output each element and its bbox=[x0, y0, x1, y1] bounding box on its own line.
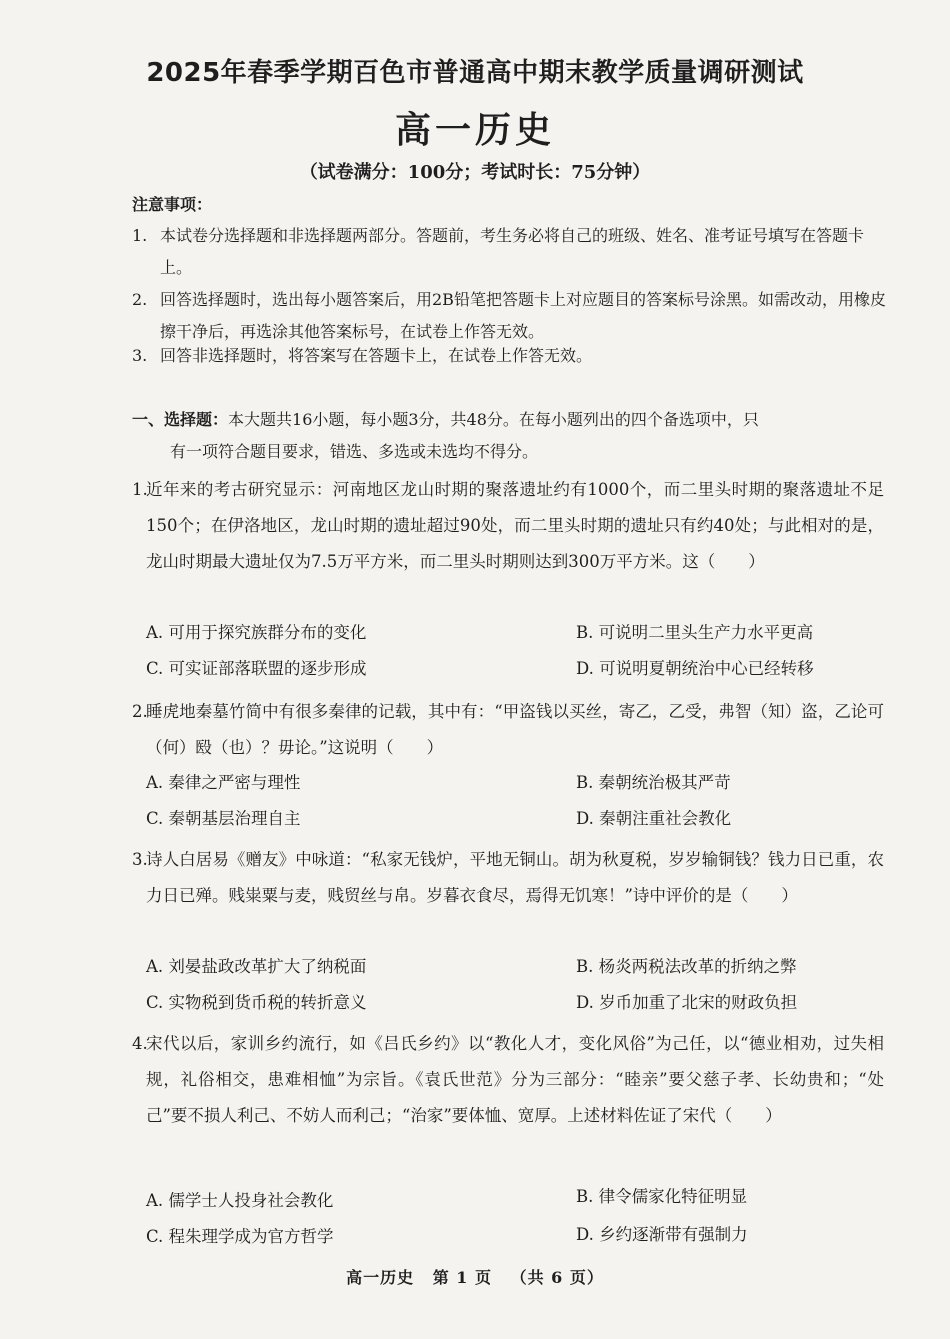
note-text: 回答非选择题时，将答案写在答题卡上，在试卷上作答无效。 bbox=[160, 346, 593, 365]
notes-title: 注意事项： bbox=[132, 195, 213, 214]
note-number: 3. bbox=[132, 346, 148, 365]
question-2 bbox=[132, 694, 884, 766]
question-number: 2. bbox=[132, 702, 148, 721]
section-line-1: 本大题共16小题，每小题3分，共48分。在每小题列出的四个备选项中，只 bbox=[228, 410, 759, 429]
option-a: A. 刘晏盐政改革扩大了纳税面 bbox=[146, 957, 367, 976]
footer-subject: 高一历史 bbox=[346, 1268, 415, 1287]
question-stem: 诗人白居易《赠友》中咏道：“私家无钱炉，平地无铜山。胡为秋夏税，岁岁输铜钱？钱力日已重，农力日已殚。贱粜粟与麦，贱贸丝与帛。岁暮衣食尽，焉得无饥寒！”诗中评价的是（ ） bbox=[146, 850, 884, 905]
option-a: A. 儒学士人投身社会教化 bbox=[146, 1191, 334, 1210]
note-item bbox=[132, 220, 892, 284]
option-d: D. 岁币加重了北宋的财政负担 bbox=[576, 993, 798, 1012]
option-b: B. 杨炎两税法改革的折纳之弊 bbox=[576, 957, 797, 976]
note-text: 本试卷分选择题和非选择题两部分。答题前，考生务必将自己的班级、姓名、准考证号填写在答题卡上。 bbox=[160, 226, 865, 277]
exam-meta: （试卷满分：100分；考试时长：75分钟） bbox=[299, 162, 651, 183]
question-stem: 近年来的考古研究显示：河南地区龙山时期的聚落遗址约有1000个，而二里头时期的聚落遗址不足150个；在伊洛地区，龙山时期的遗址超过90处，而二里头时期的遗址只有约40处；与此相对的是，龙山时期最大遗址仅为7.5万平方米，而二里头时期则达到300万平方米。这（ ） bbox=[146, 480, 884, 571]
option-d: D. 可说明夏朝统治中心已经转移 bbox=[576, 659, 814, 678]
question-stem: 睡虎地秦墓竹简中有很多秦律的记载，其中有：“甲盗钱以买丝，寄乙，乙受，弗智（知）盗，乙论可（何）殹（也）？毋论。”这说明（ ） bbox=[146, 702, 884, 757]
note-item bbox=[132, 340, 892, 372]
section-instructions bbox=[132, 404, 882, 468]
option-c: C. 实物税到货币税的转折意义 bbox=[146, 993, 367, 1012]
footer-page-number: 第 1 页 bbox=[432, 1268, 492, 1287]
question-number: 1. bbox=[132, 480, 148, 499]
option-c: C. 秦朝基层治理自主 bbox=[146, 809, 301, 828]
page-footer bbox=[0, 1265, 950, 1288]
question-4 bbox=[132, 1026, 884, 1134]
note-item bbox=[132, 284, 892, 348]
question-number: 4. bbox=[132, 1034, 148, 1053]
option-c: C. 可实证部落联盟的逐步形成 bbox=[146, 659, 367, 678]
option-d: D. 乡约逐渐带有强制力 bbox=[576, 1225, 748, 1244]
section-line-2: 有一项符合题目要求，错选、多选或未选均不得分。 bbox=[170, 442, 539, 461]
subject-title: 高一历史 bbox=[394, 110, 555, 151]
question-number: 3. bbox=[132, 850, 148, 869]
footer-page-total: （共 6 页） bbox=[510, 1268, 604, 1287]
option-b: B. 律令儒家化特征明显 bbox=[576, 1187, 748, 1206]
question-3 bbox=[132, 842, 884, 914]
question-stem: 宋代以后，家训乡约流行，如《吕氏乡约》以“教化人才，变化风俗”为己任，以“德业相劝，过失相规，礼俗相交，患难相恤”为宗旨。《袁氏世范》分为三部分：“睦亲”要父慈子孝、长幼贵和；“处己”要不损人利己、不妨人而利己；“治家”要体恤、宽厚。上述材料佐证了宋代（ ） bbox=[146, 1034, 884, 1125]
option-d: D. 秦朝注重社会教化 bbox=[576, 809, 732, 828]
note-text: 回答选择题时，选出每小题答案后，用2B铅笔把答题卡上对应题目的答案标号涂黑。如需改动，用橡皮擦干净后，再选涂其他答案标号，在试卷上作答无效。 bbox=[160, 290, 886, 341]
option-b: B. 秦朝统治极其严苛 bbox=[576, 773, 731, 792]
question-1 bbox=[132, 472, 884, 580]
section-heading: 一、选择题： bbox=[132, 410, 229, 429]
option-a: A. 可用于探究族群分布的变化 bbox=[146, 623, 367, 642]
note-number: 2. bbox=[132, 290, 148, 309]
exam-title: 2025年春季学期百色市普通高中期末教学质量调研测试 bbox=[146, 58, 804, 88]
note-number: 1. bbox=[132, 226, 148, 245]
option-c: C. 程朱理学成为官方哲学 bbox=[146, 1227, 334, 1246]
option-a: A. 秦律之严密与理性 bbox=[146, 773, 301, 792]
option-b: B. 可说明二里头生产力水平更高 bbox=[576, 623, 814, 642]
